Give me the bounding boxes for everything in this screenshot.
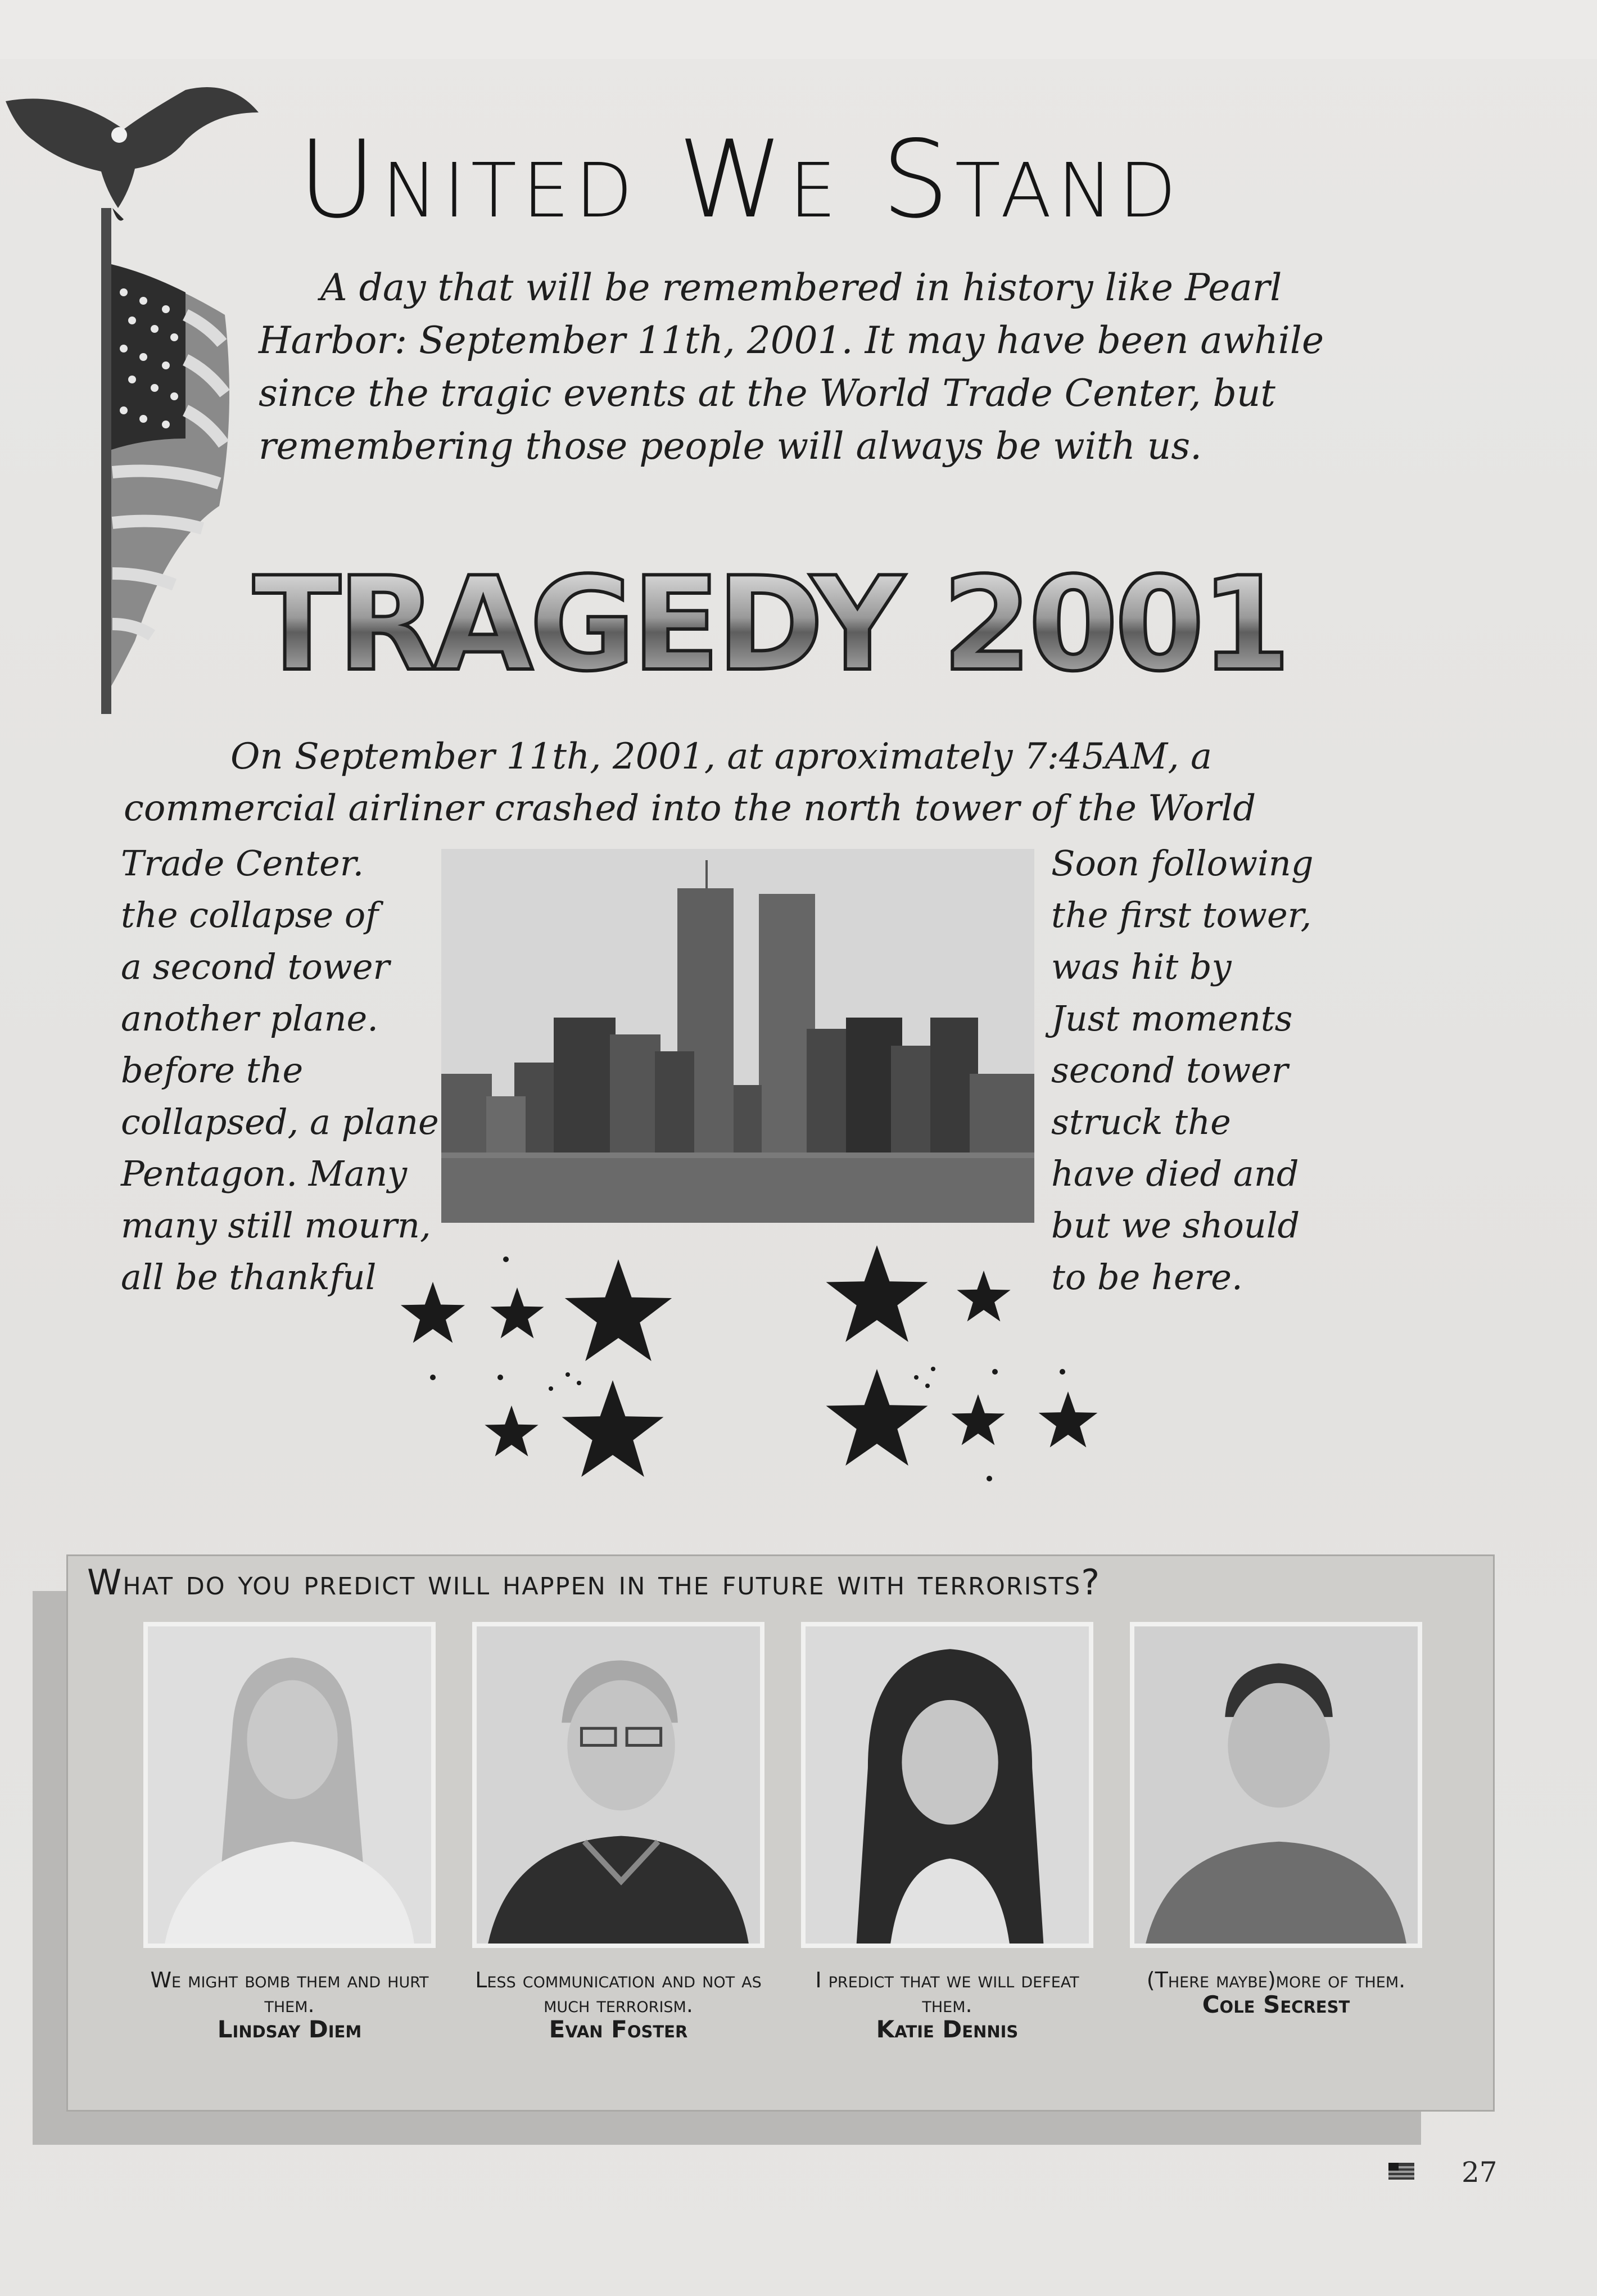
story-line: before the [121, 1050, 304, 1091]
star-icon [401, 1282, 465, 1343]
story-line: many still mourn, [121, 1205, 431, 1246]
response-quote: (There maybe)more of them. [1146, 1968, 1406, 1992]
story-line: have died and [1051, 1153, 1299, 1194]
story-line: all be thankful [121, 1257, 377, 1298]
story-line: but we should [1051, 1205, 1300, 1246]
student-name: Cole Secrest [1202, 1991, 1350, 2018]
intro-line: since the tragic events at the World Trade Center, but [259, 372, 1275, 415]
story-line: the first tower, [1051, 894, 1312, 935]
star-icon [957, 1271, 1010, 1322]
story-line: Soon following [1051, 843, 1314, 884]
star-icon [490, 1287, 544, 1339]
response-quote: We might bomb them and hurt them. [150, 1968, 429, 2017]
american-flag-icon [111, 264, 229, 686]
american-flag-icon [1388, 2163, 1414, 2180]
student-name: Katie Dennis [876, 2015, 1019, 2043]
stars-decoration [388, 1242, 1113, 1507]
story-line: Pentagon. Many [121, 1153, 408, 1194]
story-line: the collapse of [121, 894, 379, 935]
eagle-flag-illustration [0, 79, 264, 720]
skyline-photo [441, 849, 1034, 1223]
story-top [124, 731, 1360, 834]
student-name: Lindsay Diem [217, 2015, 362, 2043]
portrait-photo [801, 1622, 1093, 1948]
story-line: Just moments [1051, 998, 1293, 1039]
response-caption [461, 1968, 776, 2042]
star-icon [562, 1380, 664, 1477]
star-icon [826, 1369, 928, 1466]
survey-question: What do you predict will happen in the future with terrorists? [87, 1562, 1101, 1603]
story-line: second tower [1051, 1050, 1288, 1091]
story-line: collapsed, a plane [121, 1101, 439, 1142]
headline-graphic [247, 517, 1304, 703]
story-line: to be here. [1051, 1257, 1243, 1298]
story-line: was hit by [1051, 946, 1232, 987]
story-line: a second tower [121, 946, 390, 987]
intro-paragraph [259, 261, 1383, 473]
page-title: United We Stand [298, 117, 1182, 242]
story-line: Trade Center. [121, 843, 364, 884]
response-caption [132, 1968, 447, 2042]
portrait-photo [1130, 1622, 1422, 1948]
story-line: another plane. [121, 998, 378, 1039]
response-quote: Less communication and not as much terrorism. [475, 1968, 762, 2017]
story-line: commercial airliner crashed into the north tower of the World [124, 788, 1256, 829]
star-icon [1039, 1391, 1098, 1448]
intro-line: A day that will be remembered in history like Pearl [320, 266, 1282, 309]
intro-line: remembering those people will always be with us. [259, 424, 1202, 468]
star-icon [826, 1245, 928, 1342]
portrait-photo [472, 1622, 764, 1948]
portrait-photo [143, 1622, 436, 1948]
star-icon [565, 1259, 672, 1361]
story-line: struck the [1051, 1101, 1231, 1142]
response-caption [1119, 1968, 1433, 2017]
story-left-column [121, 838, 447, 1303]
intro-line: Harbor: September 11th, 2001. It may have been awhile [259, 319, 1324, 362]
student-name: Evan Foster [549, 2015, 688, 2043]
eagle-icon [6, 87, 259, 221]
story-line: On September 11th, 2001, at aproximately 7:45AM, a [230, 736, 1213, 778]
response-caption [790, 1968, 1105, 2042]
star-icon [485, 1405, 538, 1457]
response-quote: I predict that we will defeat them. [815, 1968, 1079, 2017]
story-right-column [1051, 838, 1366, 1303]
page-number: 27 [1462, 2156, 1498, 2189]
scan-edge [0, 0, 1597, 59]
headline-text: Tragedy 2001 [253, 550, 1287, 700]
star-icon [951, 1394, 1005, 1445]
